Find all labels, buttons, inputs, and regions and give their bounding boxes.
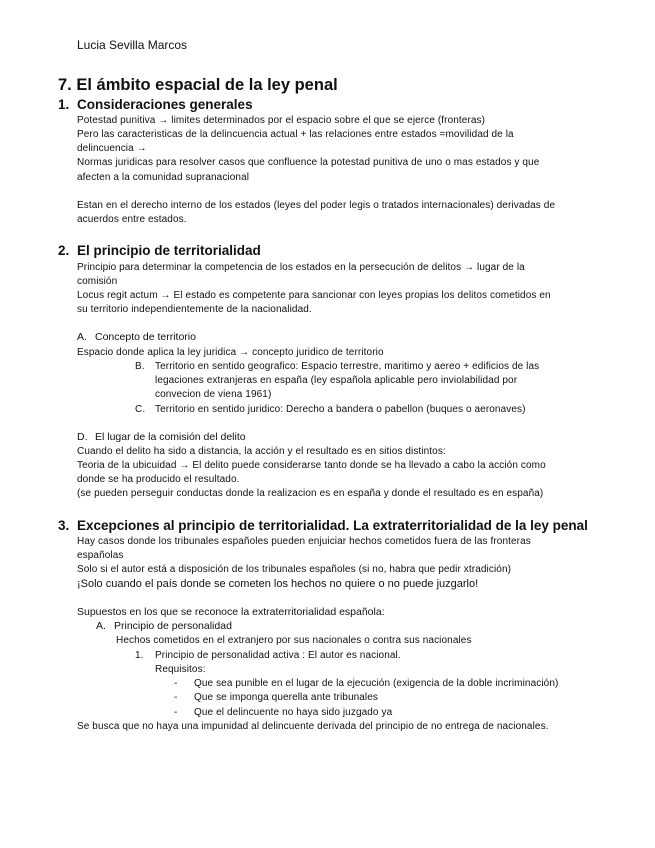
section-1-number: 1. (58, 97, 70, 112)
section-1-title: Consideraciones generales (77, 97, 253, 112)
requirement-item (174, 692, 378, 703)
requirement-item (174, 678, 558, 689)
section-2-heading (58, 243, 261, 258)
dash-bullet: - (174, 707, 178, 718)
section-3-title: Excepciones al principio de territorialidad. La extraterritorialidad de la ley penal (77, 518, 588, 533)
text-line: Solo si el autor está a disposición de los tribunales españoles (si no, habra que pedir xtradición) (77, 564, 512, 575)
subsection-label: Principio de personalidad (114, 620, 232, 632)
list-marker: D. (77, 431, 88, 443)
text-line: Hay casos donde los tribunales españoles pueden enjuiciar hechos cometidos fuera de las fronteras (77, 536, 531, 547)
text-line: delincuencia → (77, 143, 147, 154)
text-line: Requisitos: (155, 664, 206, 675)
section-3-heading (58, 518, 588, 533)
text-line: Territorio en sentido geografico: Espacio terrestre, maritimo y aereo + edificios de las (155, 361, 540, 372)
text-line: su territorio independientemente de la nacionalidad. (77, 304, 312, 315)
text-line: Principio de personalidad activa : El autor es nacional. (155, 650, 401, 661)
chapter-title: 7. El ámbito espacial de la ley penal (58, 76, 338, 94)
text-line: Normas juridicas para resolver casos que confluence la potestad punitiva de uno o mas estados y que (77, 157, 540, 168)
list-marker: A. (77, 331, 87, 343)
dash-bullet: - (174, 692, 178, 703)
requirement-text: Que sea punible en el lugar de la ejecución (exigencia de la doble incriminación) (194, 678, 559, 689)
text-line: Cuando el delito ha sido a distancia, la acción y el resultado es en sitios distintos: (77, 446, 446, 457)
text-line: ¡Solo cuando el país donde se cometen los hechos no quiere o no puede juzgarlo! (77, 578, 479, 590)
text-line: Espacio donde aplica la ley juridica → concepto juridico de territorio (77, 347, 384, 358)
text-line: legaciones extranjeras en españa (ley española aplicable pero inviolabilidad por (155, 375, 518, 386)
text-line: españolas (77, 550, 124, 561)
text-line: Potestad punitiva → limites determinados por el espacio sobre el que se ejerce (fronteras) (77, 115, 486, 126)
section-2-number: 2. (58, 243, 70, 258)
text-line: Pero las caracteristicas de la delincuencia actual + las relaciones entre estados =movilidad de la (77, 129, 514, 140)
section-3-number: 3. (58, 518, 70, 533)
text-line: Locus regit actum → El estado es competente para sancionar con leyes propias los delitos cometidos en (77, 290, 551, 301)
requirement-text: Que se imponga querella ante tribunales (194, 692, 379, 703)
subsection-principio-personalidad (96, 620, 232, 632)
subsection-label: Concepto de territorio (95, 331, 196, 343)
list-marker: C. (135, 404, 146, 415)
text-line: Supuestos en los que se reconoce la extraterritorialidad española: (77, 606, 385, 618)
subsection-lugar-comision (77, 431, 246, 443)
section-1-heading (58, 97, 253, 112)
requirement-text: Que el delincuente no haya sido juzgado ya (194, 707, 393, 718)
text-line: donde se ha producido el resultado. (77, 474, 240, 485)
text-line: Hechos cometidos en el extranjero por sus nacionales o contra sus nacionales (116, 635, 472, 646)
list-marker: 1. (135, 650, 144, 661)
text-line: (se pueden perseguir conductas donde la realizacion es en españa y donde el resultado es en españa) (77, 488, 544, 499)
text-line: Principio para determinar la competencia de los estados en la persecución de delitos → lugar de la (77, 262, 525, 273)
text-line: acuerdos entre estados. (77, 214, 187, 225)
dash-bullet: - (174, 678, 178, 689)
text-line: convecion de viena 1961) (155, 389, 272, 400)
list-marker: B. (135, 361, 145, 372)
requirement-item (174, 707, 392, 718)
text-line: Se busca que no haya una impunidad al delincuente derivada del principio de no entrega de nacionales. (77, 721, 549, 732)
list-marker: A. (96, 620, 106, 632)
subsection-concepto-territorio (77, 331, 196, 343)
author-name: Lucia Sevilla Marcos (77, 38, 188, 52)
text-line: comisión (77, 276, 118, 287)
text-line: Estan en el derecho interno de los estados (leyes del poder legis o tratados internacionales) derivadas de (77, 200, 556, 211)
text-line: afecten a la comunidad supranacional (77, 172, 250, 183)
subsection-label: El lugar de la comisión del delito (95, 431, 246, 443)
text-line: Territorio en sentido juridico: Derecho a bandera o pabellon (buques o aeronaves) (155, 404, 526, 415)
text-line: Teoria de la ubicuidad → El delito puede considerarse tanto donde se ha llevado a cabo la acción como (77, 460, 546, 471)
section-2-title: El principio de territorialidad (77, 243, 261, 258)
